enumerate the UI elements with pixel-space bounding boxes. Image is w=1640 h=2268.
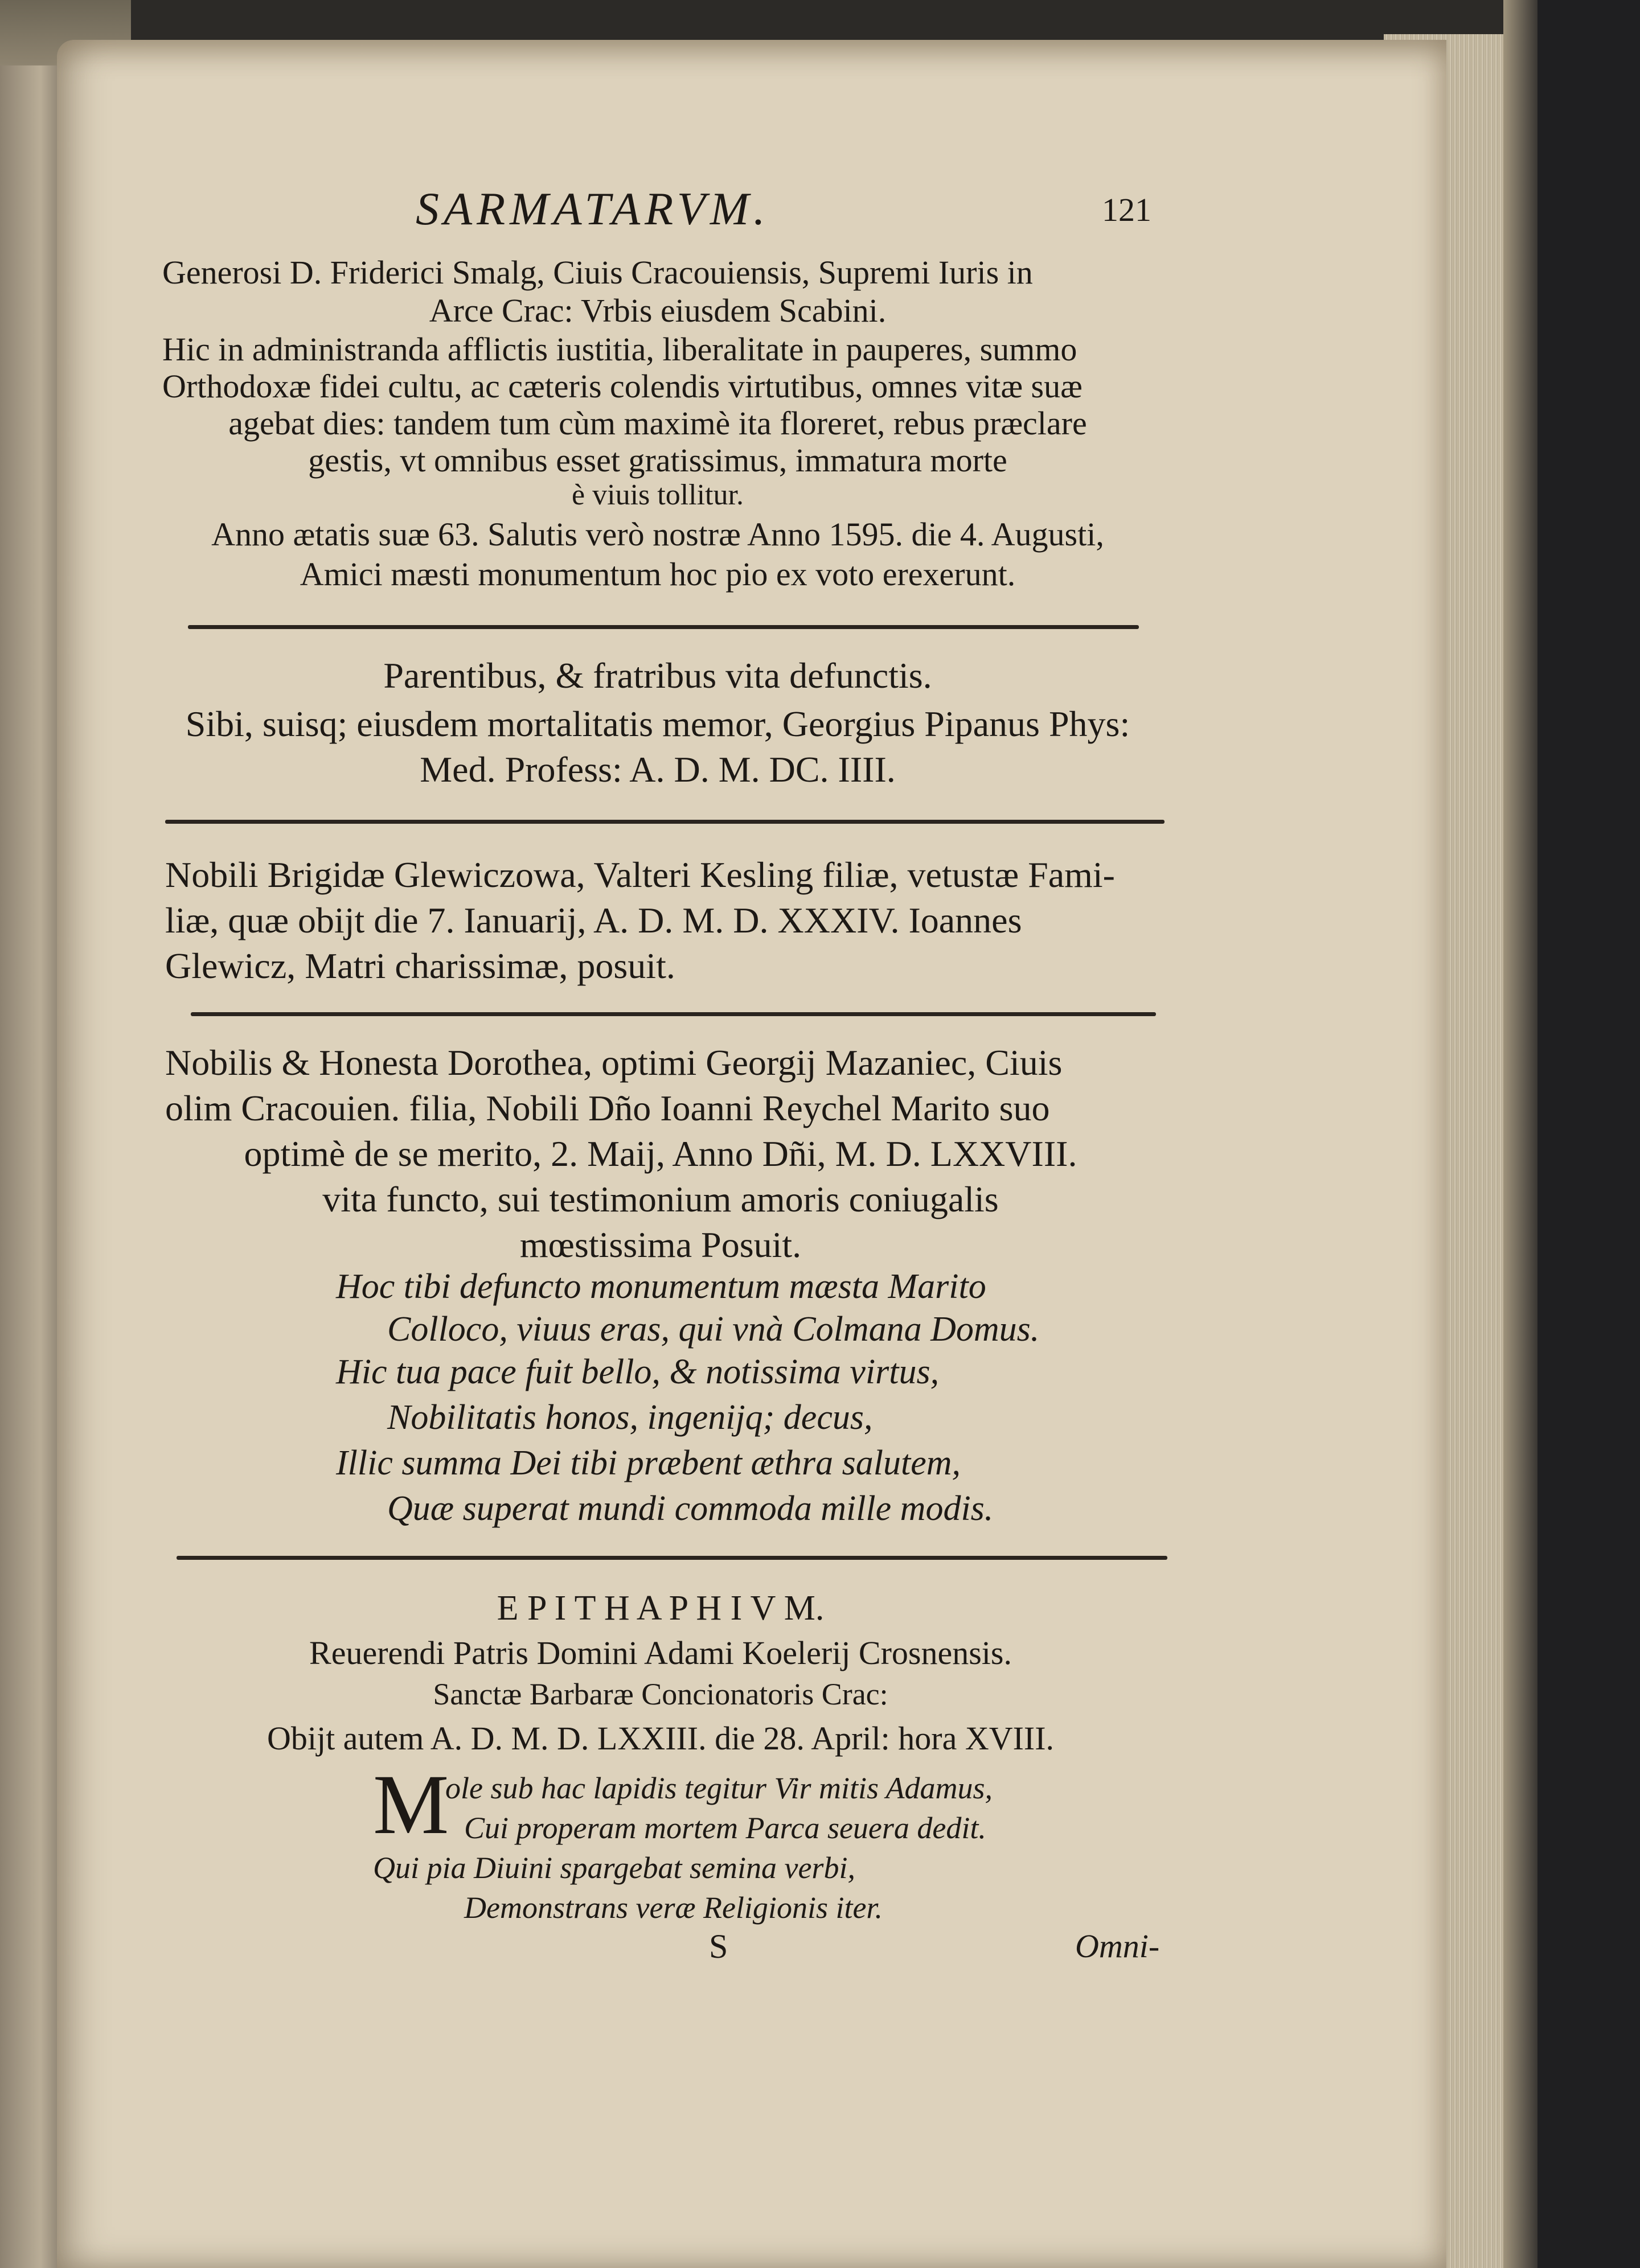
divider-rule xyxy=(188,625,1139,629)
text-line: agebat dies: tandem tum cùm maximè ita floreret, rebus præclare xyxy=(228,405,1087,442)
text-line: Amici mæsti monumentum hoc pio ex voto erexerunt. xyxy=(300,556,1016,593)
text-line: Arce Crac: Vrbis eiusdem Scabini. xyxy=(429,292,887,329)
text-line: liæ, quæ obijt die 7. Ianuarij, A. D. M. D. XXXIV. Ioannes xyxy=(165,900,1022,940)
verse-line: Cui properam mortem Parca seuera dedit. xyxy=(464,1811,986,1845)
signature-mark: S xyxy=(709,1928,728,1965)
book-cover-edge xyxy=(1503,0,1538,2268)
drop-cap: M xyxy=(373,1757,449,1852)
text-line: Nobili Brigidæ Glewiczowa, Valteri Kesling filiæ, vetustæ Fami- xyxy=(165,854,1115,895)
text-line: Parentibus, & fratribus vita defunctis. xyxy=(383,655,932,696)
text-line: Med. Profess: A. D. M. DC. IIII. xyxy=(420,749,896,790)
text-line: Nobilis & Honesta Dorothea, optimi Georgij Mazaniec, Ciuis xyxy=(165,1042,1063,1083)
background-dark xyxy=(1526,0,1640,2268)
verse-line: Qui pia Diuini spargebat semina verbi, xyxy=(373,1851,855,1885)
text-line: gestis, vt omnibus esset gratissimus, immatura morte xyxy=(308,442,1007,479)
text-line: optimè de se merito, 2. Maij, Anno Dñi, M. D. LXXVIII. xyxy=(244,1133,1077,1174)
verse-line: Quæ superat mundi commoda mille modis. xyxy=(387,1489,994,1528)
text-line: Anno ætatis suæ 63. Salutis verò nostræ Anno 1595. die 4. Augusti, xyxy=(211,516,1104,553)
verse-line: Hic tua pace fuit bello, & notissima virtus, xyxy=(336,1353,940,1391)
divider-rule xyxy=(165,820,1165,824)
divider-rule xyxy=(177,1556,1167,1560)
text-line: Sibi, suisq; eiusdem mortalitatis memor, Georgius Pipanus Phys: xyxy=(185,704,1130,744)
verse-line: Hoc tibi defuncto monumentum mæsta Marito xyxy=(336,1267,986,1306)
text-line: Obijt autem A. D. M. D. LXXIII. die 28. April: hora XVIII. xyxy=(266,1720,1055,1757)
text-line: vita functo, sui testimonium amoris coniugalis xyxy=(322,1179,999,1219)
text-line: Generosi D. Friderici Smalg, Ciuis Cracouiensis, Supremi Iuris in xyxy=(162,254,1033,291)
running-title: SARMATARVM. xyxy=(416,183,770,235)
divider-rule xyxy=(191,1012,1156,1016)
verse-line: ole sub hac lapidis tegitur Vir mitis Adamus, xyxy=(445,1771,993,1805)
text-line: Glewicz, Matri charissimæ, posuit. xyxy=(165,946,675,986)
text-line: è viuis tollitur. xyxy=(572,479,744,511)
text-line: Hic in administranda afflictis iustitia, liberalitate in pauperes, summo xyxy=(162,331,1077,368)
verse-line: Nobilitatis honos, ingenijq; decus, xyxy=(387,1398,873,1437)
verse-line: Demonstrans veræ Religionis iter. xyxy=(464,1891,883,1925)
catchword: Omni- xyxy=(1075,1928,1160,1965)
text-line: Orthodoxæ fidei cultu, ac cæteris colendis virtutibus, omnes vitæ suæ xyxy=(162,368,1083,405)
page-number: 121 xyxy=(1102,191,1151,228)
verse-line: Illic summa Dei tibi præbent æthra salutem, xyxy=(336,1444,961,1482)
text-line: mœstissima Posuit. xyxy=(519,1225,802,1265)
epitaph-heading: E P I T H A P H I V M. xyxy=(497,1589,825,1628)
text-line: Reuerendi Patris Domini Adami Koelerij Crosnensis. xyxy=(309,1634,1012,1671)
text-line: Sanctæ Barbaræ Concionatoris Crac: xyxy=(433,1677,888,1711)
text-line: olim Cracouien. filia, Nobili Dño Ioanni Reychel Marito suo xyxy=(165,1088,1050,1128)
verse-line: Colloco, viuus eras, qui vnà Colmana Domus. xyxy=(387,1310,1040,1349)
